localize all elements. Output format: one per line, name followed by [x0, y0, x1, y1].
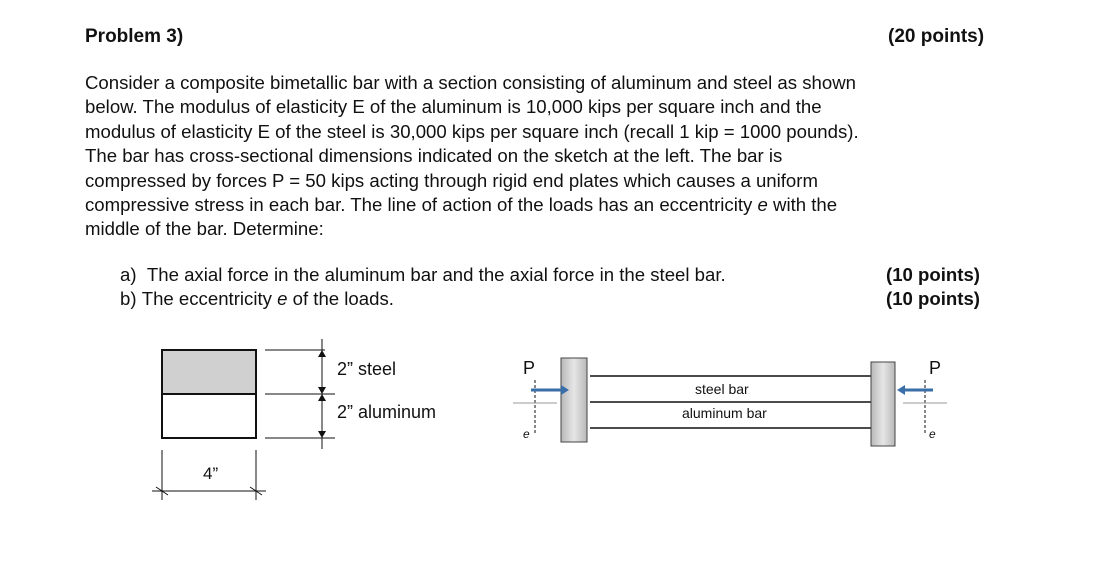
- arrow-tick: [318, 350, 326, 357]
- steel-dimension-label: 2” steel: [337, 359, 397, 379]
- cross-section-diagram: [140, 335, 480, 515]
- aluminum-dimension-label: 2” aluminum: [337, 402, 437, 422]
- statement-text: with the: [773, 194, 838, 216]
- problem-statement: [85, 71, 1005, 242]
- eccentricity-label-left: e: [523, 427, 530, 441]
- statement-line: below. The modulus of elasticity E of the aluminum is 10,000 kips per square inch and the: [85, 96, 822, 118]
- arrow-tick: [318, 394, 326, 401]
- steel-bar-label: steel bar: [695, 381, 749, 397]
- load-arrowhead-right: [897, 385, 905, 395]
- question-b-points: (10 points): [886, 288, 981, 309]
- problem-points: (20 points): [888, 26, 985, 47]
- question-a: [120, 264, 726, 286]
- eccentricity-symbol: e: [757, 194, 768, 216]
- question-text-suffix: of the loads.: [292, 288, 394, 309]
- question-b: [120, 288, 394, 310]
- load-label-left: P: [523, 358, 536, 378]
- steel-section: [162, 350, 256, 394]
- eccentricity-symbol: e: [277, 288, 288, 309]
- statement-line-eccentricity: [85, 193, 1005, 217]
- statement-line: modulus of elasticity E of the steel is 30,000 kips per square inch (recall 1 kip = 1000 pounds).: [85, 120, 859, 142]
- load-label-right: P: [929, 358, 942, 378]
- bar-diagram: [505, 350, 955, 460]
- question-a-points: (10 points): [886, 264, 981, 285]
- statement-line: compressed by forces P = 50 kips acting through rigid end plates which causes a uniform: [85, 169, 818, 191]
- aluminum-section: [162, 394, 256, 438]
- right-end-plate: [871, 362, 895, 446]
- statement-text: compressive stress in each bar. The line of action of the loads has an eccentricity: [85, 194, 753, 216]
- question-marker: a): [120, 264, 137, 285]
- statement-line: Consider a composite bimetallic bar with a section consisting of aluminum and steel as shown: [85, 72, 856, 93]
- statement-line: The bar has cross-sectional dimensions indicated on the sketch at the left. The bar is: [85, 145, 783, 167]
- aluminum-bar-label: aluminum bar: [682, 405, 767, 421]
- question-marker: b): [120, 288, 137, 309]
- question-text: The eccentricity: [141, 288, 272, 309]
- problem-title: Problem 3): [85, 26, 184, 47]
- left-end-plate: [561, 358, 587, 442]
- eccentricity-label-right: e: [929, 427, 936, 441]
- width-dimension-label: 4”: [203, 464, 219, 483]
- arrow-tick: [318, 387, 326, 394]
- arrow-tick: [318, 431, 326, 438]
- question-text: The axial force in the aluminum bar and the axial force in the steel bar.: [146, 264, 726, 285]
- statement-line: middle of the bar. Determine:: [85, 218, 324, 240]
